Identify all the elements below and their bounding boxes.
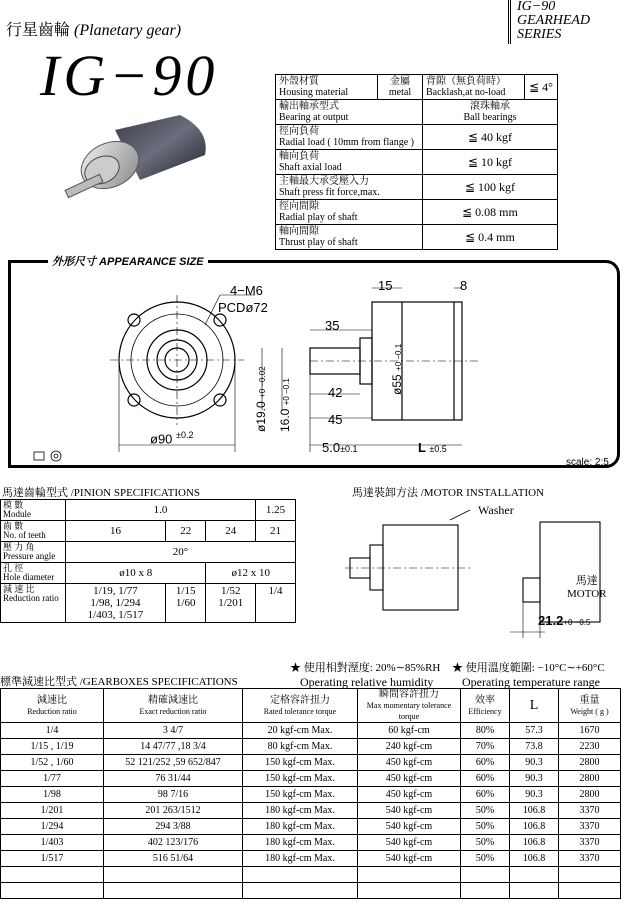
pinion-row: [1, 500, 296, 521]
front-view: [110, 295, 255, 452]
spec-value: ≦ 0.08 mm: [423, 200, 558, 225]
install-title: 馬達裝卸方法 /MOTOR INSTALLATION: [352, 487, 545, 499]
spec-value-cn: 滾珠軸承: [470, 101, 510, 112]
dimension-drawing: [10, 270, 618, 465]
series-line-2: GEARHEAD: [517, 13, 591, 28]
gearbox-header-row: [1, 689, 621, 723]
table-cell: 98 7/16: [104, 787, 243, 803]
dim-dia90: [150, 430, 193, 446]
washer-label: Washer: [478, 503, 514, 517]
dim-dia55-value: ø55: [390, 374, 404, 395]
empty-row: [1, 883, 621, 899]
table-cell: 540 kgf-cm: [358, 851, 461, 867]
spec-value: ≦ 100 kgf: [423, 175, 558, 200]
spec-label-cn: 外殼材質: [279, 76, 319, 87]
dim-16: [278, 378, 292, 432]
spec-row: [276, 175, 558, 200]
pinion-cell: 1.25: [256, 500, 296, 521]
drawing-title: 外形尺寸 APPEARANCE SIZE: [48, 253, 208, 269]
table-cell: [1, 867, 104, 883]
spec-value-cn: 金屬: [390, 76, 410, 87]
table-cell: 540 kgf-cm: [358, 803, 461, 819]
header-cn: 精確減速比: [148, 694, 198, 706]
pinion-label-en: No. of teeth: [3, 530, 46, 540]
pinion-cell: 20°: [66, 542, 296, 563]
gearbox-header: [510, 689, 559, 723]
gearbox-title: 標準減速比型式 /GEARBOXES SPECIFICATIONS: [0, 676, 238, 688]
table-cell: 90.3: [510, 787, 559, 803]
pinion-cell: 1/4: [256, 584, 296, 623]
table-cell: 50%: [461, 835, 510, 851]
spec-row: [276, 75, 558, 100]
dim-dia55-tol: +0 −0.1: [394, 343, 403, 371]
spec-label-en: Shaft press fit force,max.: [279, 187, 380, 198]
series-line-3: SERIES: [517, 27, 562, 42]
dim-dia19-value: ø19.0: [254, 401, 268, 432]
table-cell: [559, 867, 621, 883]
title-cn: 行星齒輪: [6, 22, 71, 39]
spec-table: [275, 74, 558, 250]
pinion-cell: 1/15 1/60: [165, 584, 205, 623]
table-cell: [510, 867, 559, 883]
table-row: [1, 771, 621, 787]
table-cell: 450 kgf-cm: [358, 755, 461, 771]
motor-label-cn: 馬達: [575, 575, 598, 587]
dim-8: 8: [460, 278, 468, 293]
pinion-row: [1, 563, 296, 584]
series-line-1: IG−90: [517, 0, 556, 14]
dim-5: [322, 440, 358, 455]
table-cell: 106.8: [510, 819, 559, 835]
table-cell: 150 kgf-cm Max.: [243, 771, 358, 787]
table-cell: 180 kgf-cm Max.: [243, 803, 358, 819]
table-cell: [358, 883, 461, 899]
table-row: [1, 819, 621, 835]
table-cell: [559, 883, 621, 899]
spec-extra-cn: 背隙（無負荷時）: [426, 76, 506, 87]
table-cell: 450 kgf-cm: [358, 771, 461, 787]
table-cell: 3370: [559, 851, 621, 867]
motor-label-en: MOTOR: [567, 588, 607, 600]
header-cn: 重量: [579, 694, 600, 706]
spec-label-en: Bearing at output: [279, 112, 349, 123]
spec-label: [276, 125, 423, 150]
pinion-label-en: Pressure angle: [3, 551, 56, 561]
table-cell: 1/201: [1, 803, 104, 819]
table-cell: [243, 867, 358, 883]
pinion-cell: 1/52 1/201: [206, 584, 256, 623]
dim-L-tol: ±0.5: [429, 444, 447, 454]
spec-label: [276, 150, 423, 175]
table-cell: 3370: [559, 803, 621, 819]
pinion-label-en: Hole diameter: [3, 572, 55, 582]
gearbox-header: [461, 689, 510, 723]
header-en: Max momentary tolerance torque: [366, 701, 452, 721]
table-cell: 540 kgf-cm: [358, 835, 461, 851]
table-cell: 80%: [461, 723, 510, 739]
table-row: [1, 755, 621, 771]
header-cn: 定格容許扭力: [270, 694, 330, 706]
dim-5-value: 5.0: [322, 440, 341, 455]
projection-icon: [34, 451, 61, 461]
table-cell: [358, 867, 461, 883]
spec-extra-label: [423, 75, 525, 100]
pinion-cell: 1.0: [66, 500, 256, 521]
table-cell: 76 31/44: [104, 771, 243, 787]
header-cn: 效率: [475, 694, 495, 706]
pinion-label-cn: 模 數: [3, 500, 24, 510]
table-cell: [461, 883, 510, 899]
dim-42: 42: [328, 385, 343, 400]
install-dim-value: 21.2: [538, 613, 564, 628]
table-cell: 3370: [559, 819, 621, 835]
spec-label-en: Radial play of shaft: [279, 212, 358, 223]
table-cell: 1/294: [1, 819, 104, 835]
pinion-label-en: Module: [3, 509, 31, 519]
pinion-label-cn: 減 速 比: [3, 584, 35, 594]
spec-label-cn: 徑向間隙: [279, 201, 319, 212]
pinion-cell: 16: [66, 521, 166, 542]
table-cell: 516 51/64: [104, 851, 243, 867]
table-cell: 50%: [461, 851, 510, 867]
page-title: [6, 17, 181, 40]
table-cell: 402 123/176: [104, 835, 243, 851]
table-cell: 180 kgf-cm Max.: [243, 851, 358, 867]
table-cell: [1, 883, 104, 899]
dim-dia90-tol: ±0.2: [176, 430, 194, 440]
spec-value-en: metal: [388, 87, 412, 98]
scale-label: scale: 2:5: [566, 457, 609, 468]
table-cell: 2800: [559, 771, 621, 787]
spec-label-cn: 軸向間隙: [279, 226, 319, 237]
table-cell: 150 kgf-cm Max.: [243, 787, 358, 803]
dim-16-tol: +0 −0.1: [282, 378, 291, 406]
spec-row: [276, 225, 558, 250]
table-cell: [243, 883, 358, 899]
pinion-label-en: Reduction ratio: [3, 593, 59, 603]
pinion-label: [1, 521, 66, 542]
dim-dia55: [390, 344, 404, 395]
spec-extra-en: Backlash,at no-load: [426, 87, 506, 98]
gearbox-header: [358, 689, 461, 723]
table-cell: 3370: [559, 835, 621, 851]
table-cell: 20 kgf-cm Max.: [243, 723, 358, 739]
spec-label-en: Thrust play of shaft: [279, 237, 358, 248]
table-cell: 60%: [461, 771, 510, 787]
spec-label: [276, 175, 423, 200]
spec-value: ≦ 0.4 mm: [423, 225, 558, 250]
spec-label-en: Radial load ( 10mm from flange ): [279, 137, 414, 148]
header-en: Reduction ratio: [27, 706, 77, 716]
spec-label: [276, 75, 378, 100]
dim-45: 45: [328, 412, 343, 427]
table-cell: 2800: [559, 787, 621, 803]
table-cell: [461, 867, 510, 883]
spec-label-en: Housing material: [279, 87, 349, 98]
table-cell: 106.8: [510, 803, 559, 819]
header-en: Exact reduction ratio: [139, 706, 207, 716]
table-cell: 106.8: [510, 835, 559, 851]
spec-label: [276, 100, 423, 125]
spec-label-cn: 軸向負荷: [279, 151, 319, 162]
spec-value-en: Ball bearings: [463, 112, 517, 123]
table-cell: [510, 883, 559, 899]
spec-value: ≦ 10 kgf: [423, 150, 558, 175]
dim-15: 15: [378, 278, 393, 293]
table-cell: 1/517: [1, 851, 104, 867]
table-cell: 1/77: [1, 771, 104, 787]
note-humidity: [290, 659, 440, 690]
table-cell: 540 kgf-cm: [358, 819, 461, 835]
table-cell: 1670: [559, 723, 621, 739]
dim-dia19: [254, 366, 268, 432]
table-cell: 1/4: [1, 723, 104, 739]
table-cell: 2800: [559, 755, 621, 771]
header-cn: 減速比: [37, 694, 67, 706]
spec-label: [276, 225, 423, 250]
dim-16-value: 16.0: [278, 408, 292, 432]
dim-5-tol: ±0.1: [340, 444, 358, 454]
table-cell: 1/52 , 1/60: [1, 755, 104, 771]
table-cell: 80 kgf-cm Max.: [243, 739, 358, 755]
spec-row: [276, 100, 558, 125]
table-cell: 180 kgf-cm Max.: [243, 835, 358, 851]
pinion-cell: ø10 x 8: [66, 563, 206, 584]
table-cell: 14 47/77 ,18 3/4: [104, 739, 243, 755]
spec-value: ≦ 40 kgf: [423, 125, 558, 150]
pinion-table: [0, 499, 296, 623]
model-name: IG−90: [40, 43, 219, 108]
table-row: [1, 723, 621, 739]
header-en: Efficiency: [468, 706, 502, 716]
table-cell: 73.8: [510, 739, 559, 755]
title-en: (Planetary gear): [74, 22, 182, 39]
spec-label-cn: 徑向負荷: [279, 126, 319, 137]
pinion-label: [1, 563, 66, 584]
pinion-label: [1, 584, 66, 623]
pinion-cell: 1/19, 1/77 1/98, 1/294 1/403, 1/517: [66, 584, 166, 623]
spec-label: [276, 200, 423, 225]
pinion-row: [1, 542, 296, 563]
table-cell: 2230: [559, 739, 621, 755]
spec-value: [423, 100, 558, 125]
table-cell: 180 kgf-cm Max.: [243, 819, 358, 835]
motor-photo: [60, 110, 220, 220]
spec-label-cn: 主軸最大承受壓入力: [279, 176, 369, 187]
pinion-title: 馬達齒輪型式 /PINION SPECIFICATIONS: [2, 487, 201, 499]
pinion-label: [1, 542, 66, 563]
spec-value: [378, 75, 423, 100]
dim-pcd: PCDø72: [218, 300, 268, 315]
table-cell: 450 kgf-cm: [358, 787, 461, 803]
dim-dia90-value: ø90: [150, 431, 173, 447]
table-cell: 60 kgf-cm: [358, 723, 461, 739]
pinion-label-cn: 壓 力 角: [3, 542, 35, 552]
note-temperature: [452, 659, 605, 690]
note-humidity-en: Operating relative humidity: [300, 675, 434, 689]
gearbox-table: [0, 688, 621, 899]
dim-L: [418, 440, 447, 455]
install-dim-tol: +0 −0.5: [563, 618, 591, 627]
spec-row: [276, 125, 558, 150]
table-cell: 70%: [461, 739, 510, 755]
table-cell: 106.8: [510, 851, 559, 867]
note-temp-cn: ★ 使用溫度範圍: −10°C∼+60°C: [452, 662, 605, 674]
header-en: Rated tolerance torque: [263, 706, 337, 716]
gearbox-body: [1, 723, 621, 899]
table-cell: 60%: [461, 787, 510, 803]
table-cell: 50%: [461, 803, 510, 819]
table-cell: [104, 883, 243, 899]
note-humidity-cn: ★ 使用相對溼度: 20%∼85%RH: [290, 662, 441, 674]
table-cell: 1/403: [1, 835, 104, 851]
table-cell: 50%: [461, 819, 510, 835]
gearbox-header: [1, 689, 104, 723]
side-view: [262, 288, 480, 452]
empty-row: [1, 867, 621, 883]
gearbox-header: [104, 689, 243, 723]
spec-label-cn: 輸出軸承型式: [279, 101, 339, 112]
table-cell: 3 4/7: [104, 723, 243, 739]
table-cell: 201 263/1512: [104, 803, 243, 819]
table-cell: 1/98: [1, 787, 104, 803]
pinion-label: [1, 500, 66, 521]
pinion-label-cn: 孔 徑: [3, 563, 24, 573]
table-cell: 1/15 , 1/19: [1, 739, 104, 755]
table-cell: 90.3: [510, 755, 559, 771]
series-label: [508, 0, 625, 44]
table-row: [1, 803, 621, 819]
dim-dia19-tol: +0 −0.02: [258, 366, 267, 398]
header-cn: 瞬間容許扭力: [379, 689, 439, 700]
header-en: Weight ( g ): [570, 706, 609, 716]
table-cell: 52 121/252 ,59 652/847: [104, 755, 243, 771]
pinion-row: [1, 584, 296, 623]
spec-row: [276, 200, 558, 225]
spec-row: [276, 150, 558, 175]
pinion-cell: 21: [256, 521, 296, 542]
table-cell: 150 kgf-cm Max.: [243, 755, 358, 771]
table-cell: [104, 867, 243, 883]
table-cell: 240 kgf-cm: [358, 739, 461, 755]
pinion-label-cn: 齒 數: [3, 521, 24, 531]
table-cell: 60%: [461, 755, 510, 771]
spec-extra-value: ≦ 4°: [525, 75, 558, 100]
gearbox-header: [243, 689, 358, 723]
pinion-cell: 24: [206, 521, 256, 542]
table-row: [1, 835, 621, 851]
table-row: [1, 787, 621, 803]
motor-label: [567, 575, 607, 601]
note-temp-en: Operating temperature range: [462, 675, 600, 689]
table-row: [1, 739, 621, 755]
gearbox-header: [559, 689, 621, 723]
dim-35: 35: [325, 318, 340, 333]
table-row: [1, 851, 621, 867]
install-dim: [538, 613, 590, 628]
spec-label-en: Shaft axial load: [279, 162, 342, 173]
dim-L-value: L: [418, 440, 426, 455]
pinion-row: [1, 521, 296, 542]
header-cn: L: [529, 698, 539, 713]
table-cell: 294 3/88: [104, 819, 243, 835]
pinion-cell: ø12 x 10: [206, 563, 296, 584]
dim-bolt: 4−M6: [230, 283, 263, 298]
table-cell: 90.3: [510, 771, 559, 787]
table-cell: 57.3: [510, 723, 559, 739]
pinion-cell: 22: [165, 521, 205, 542]
